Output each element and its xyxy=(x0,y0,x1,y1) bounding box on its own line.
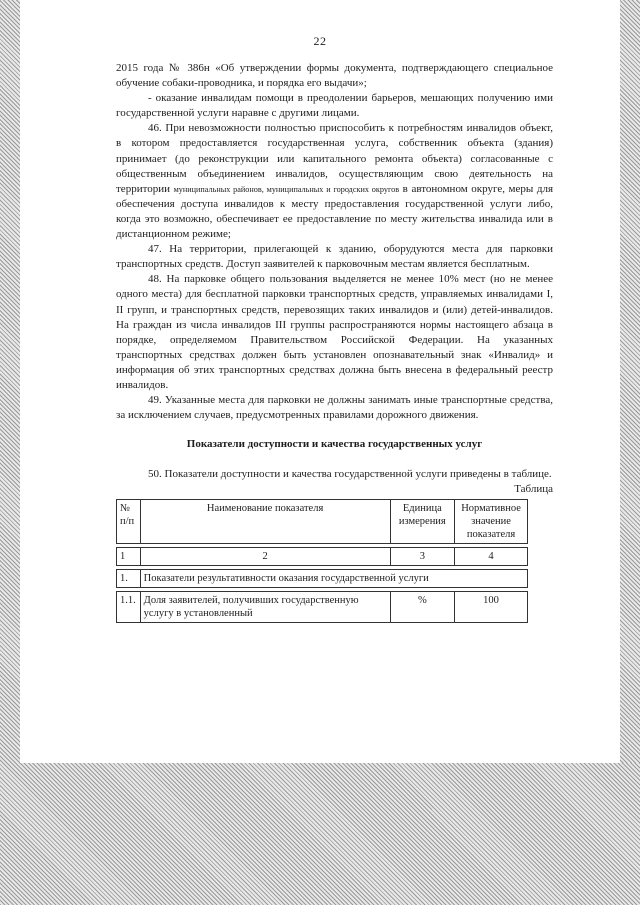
paragraph-46-main: 46. При невозможности полностью приспособить к потребностям инвалидов объект, в котором предоставляется государственная услуга, собственник объекта (здания) принимает (до реконструкции или капитального ремонта объекта) согласованные с общественным объединением инвалидов, осуществляющим свою деятельность на территории xyxy=(116,122,553,195)
paragraph-46 xyxy=(116,121,553,242)
indicators-table xyxy=(116,499,528,623)
section-num: 1. xyxy=(117,570,141,588)
scan-edge-bottom xyxy=(0,763,640,905)
row-name: Доля заявителей, получивших государственную услугу в установленный xyxy=(140,592,390,623)
header-num: № п/п xyxy=(117,500,141,544)
paragraph-48: 48. На парковке общего пользования выделяется не менее 10% мест (но не менее одного места) для бесплатной парковки транспортных средств, управляемых инвалидами I, II групп, и транспортных средств, перевозящих таких инвалидов и (или) детей-инвалидов. На граждан из числа инвалидов III группы распространяются нормы настоящего абзаца в порядке, определяемом Правительством Российской Федерации. На указанных транспортных средствах должен быть установлен опознавательный знак «Инвалид» и информация об этих транспортных средствах должна быть внесена в федеральный реестр инвалидов. xyxy=(116,273,553,391)
table-caption: Таблица xyxy=(514,483,553,496)
col-number-3: 3 xyxy=(390,548,455,566)
header-unit: Единица измерения xyxy=(390,500,455,544)
table-section-row xyxy=(117,570,528,588)
section-title: Показатели результативности оказания государственной услуги xyxy=(140,570,527,588)
section-heading: Показатели доступности и качества государственных услуг xyxy=(186,438,483,451)
paragraph-46-small-text: муниципальных районов, муниципальных и городских округов xyxy=(173,184,400,194)
paragraph-continuation: 2015 года № 386н «Об утверждении формы документа, подтверждающего специальное обучение собаки-проводника, и порядка его выдачи»; xyxy=(116,62,553,90)
table-column-numbers-row xyxy=(117,548,528,566)
col-number-1: 1 xyxy=(117,548,141,566)
paragraph-46-end: в автономном округе, меры для обеспечения доступа инвалидов к месту предоставления государственной услуги либо, когда это возможно, обеспечивает ее предоставление по месту жительства инвалида или в дистанционном режиме; xyxy=(116,182,554,241)
paragraph-assistance: - оказание инвалидам помощи в преодолении барьеров, мешающих получению ими государственной услуги наравне с другими лицами. xyxy=(116,92,553,120)
page-number: 22 xyxy=(313,34,327,48)
col-number-2: 2 xyxy=(140,548,390,566)
row-unit: % xyxy=(390,592,455,623)
paragraph-50: 50. Показатели доступности и качества государственной услуги приведены в таблице. xyxy=(148,468,552,481)
table-header-row xyxy=(117,500,528,544)
paragraph-47: 47. На территории, прилегающей к зданию, оборудуются места для парковки транспортных средств. Доступ заявителей к парковочным местам является бесплатным. xyxy=(116,243,553,271)
header-name: Наименование показателя xyxy=(140,500,390,544)
col-number-4: 4 xyxy=(455,548,528,566)
paragraph-49: 49. Указанные места для парковки не должны занимать иные транспортные средства, за исключением случаев, предусмотренных правилами дорожного движения. xyxy=(116,394,553,422)
document-body xyxy=(116,61,553,623)
table-row xyxy=(117,592,528,623)
header-norm: Нормативное значение показателя xyxy=(455,500,528,544)
row-norm: 100 xyxy=(455,592,528,623)
row-num: 1.1. xyxy=(117,592,141,623)
